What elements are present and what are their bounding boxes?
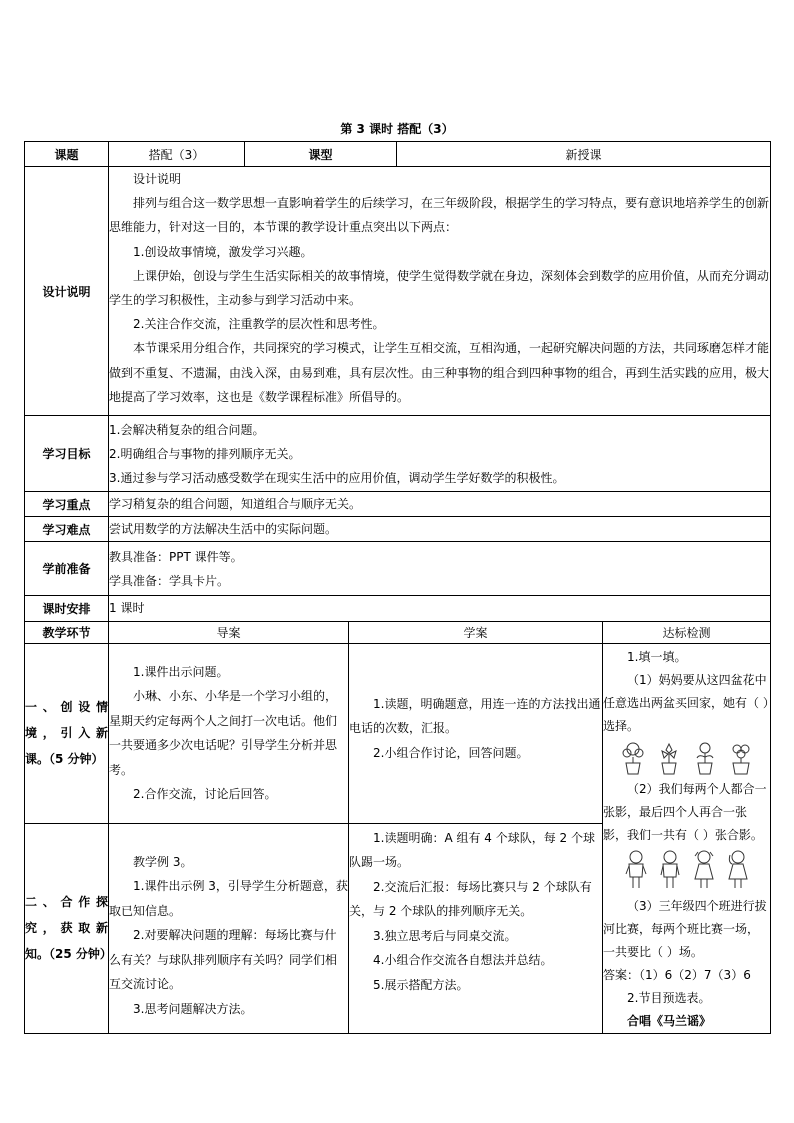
stage2-guide <box>109 823 349 1033</box>
design-row <box>25 167 771 416</box>
difficulty-row <box>25 517 771 542</box>
flower-pot-icon <box>620 741 646 775</box>
label-goals: 学习目标 <box>25 416 109 492</box>
children-illustration <box>603 847 770 895</box>
schedule-text: 1 课时 <box>109 596 771 621</box>
stage2-study-line: 1.读题明确：A 组有 4 个球队，每 2 个球队踢一场。 <box>349 830 596 870</box>
col-guide: 导案 <box>109 621 349 643</box>
test-answer: 答案：（1）6（2）7（3）6 <box>603 967 751 982</box>
col-test: 达标检测 <box>603 621 771 643</box>
label-design: 设计说明 <box>25 167 109 416</box>
stage2-guide-line: 1.课件出示例 3，引导学生分析题意，获取已知信息。 <box>109 879 348 918</box>
flower-pot-icon <box>656 741 682 775</box>
key-point-row <box>25 492 771 517</box>
stage2-guide-line: 3.思考问题解决方法。 <box>133 1001 253 1016</box>
child-icon <box>692 850 716 892</box>
label-topic: 课题 <box>25 142 109 167</box>
label-preparation: 学前准备 <box>25 542 109 596</box>
stage2-guide-line: 教学例 3。 <box>133 854 193 869</box>
stage2-study-line: 4.小组合作交流各自想法并总结。 <box>373 953 553 968</box>
goal-item: 3.通过参与学习活动感受数学在现实生活中的应用价值，调动学生学好数学的积极性。 <box>109 470 565 485</box>
goal-item: 2.明确组合与事物的排列顺序无关。 <box>109 446 301 461</box>
page-title: 第 3 课时 搭配（3） <box>340 122 454 136</box>
teacher-prep: 教具准备：PPT 课件等。 <box>109 549 243 564</box>
columns-row <box>25 621 771 643</box>
test-q3: （3）三年级四个班进行拔河比赛，每两个班比赛一场，一共要比（ ）场。 <box>603 898 767 959</box>
stage2-study <box>349 823 603 1033</box>
stage1-guide-line: 1.课件出示问题。 <box>133 664 229 679</box>
design-content <box>109 167 771 416</box>
design-point2-body: 本节课采用分组合作，共同探究的学习模式，让学生互相交流，互相沟通，一起研究解决问题的方法，共同琢磨怎样才能做到不重复、不遗漏，由浅入深，由易到难，具有层次性。由三种事物的组合到四种事物的组合，再到生活实践的应用，极大地提高了学习效率，这也是《数学课程标准》所倡导的。 <box>109 341 770 404</box>
goals-row <box>25 416 771 492</box>
type-value: 新授课 <box>397 142 771 167</box>
stage1-study-line: 2.小组合作讨论，回答问题。 <box>373 745 529 760</box>
goals-content <box>109 416 771 492</box>
stage2-guide-line: 2.对要解决问题的理解：每场比赛与什么有关？与球队排列顺序有关吗？同学们相互交流讨论。 <box>109 928 338 992</box>
test-heading: 1.填一填。 <box>627 649 687 664</box>
stage2-study-line: 5.展示搭配方法。 <box>373 977 469 992</box>
child-icon <box>658 850 682 892</box>
test-q1: （1）妈妈要从这四盆花中任意选出两盆买回家，她有（ ）选择。 <box>603 672 769 733</box>
design-heading: 设计说明 <box>133 172 182 186</box>
difficulty-text: 尝试用数学的方法解决生活中的实际问题。 <box>109 517 771 542</box>
label-type: 课型 <box>245 142 397 167</box>
stage1-guide-line: 小琳、小东、小华是一个学习小组的，星期天约定每两个人之间打一次电话。他们一共要通多少次电话呢？引导学生分析并思考。 <box>109 689 338 777</box>
test-item2: 2.节目预选表。 <box>627 990 711 1005</box>
topic-value: 搭配（3） <box>109 142 245 167</box>
design-point2-title: 2.关注合作交流，注重教学的层次性和思考性。 <box>133 317 385 332</box>
stage1-row <box>25 643 771 823</box>
stage1-guide <box>109 643 349 823</box>
flower-pot-icon <box>728 741 754 775</box>
test-cell <box>603 643 771 1033</box>
header-row <box>25 142 771 167</box>
col-study: 学案 <box>349 621 603 643</box>
stage1-study <box>349 643 603 823</box>
design-intro: 排列与组合这一数学思想一直影响着学生的后续学习，在三年级阶段，根据学生的学习特点，要有意识地培养学生的创新思维能力，针对这一目的，本节课的教学设计重点突出以下两点： <box>109 196 770 235</box>
schedule-row <box>25 596 771 621</box>
student-prep: 学具准备：学具卡片。 <box>109 573 230 588</box>
goal-item: 1.会解决稍复杂的组合问题。 <box>109 422 265 437</box>
label-key-point: 学习重点 <box>25 492 109 517</box>
label-schedule: 课时安排 <box>25 596 109 621</box>
key-point-text: 学习稍复杂的组合问题，知道组合与顺序无关。 <box>109 492 771 517</box>
label-difficulty: 学习难点 <box>25 517 109 542</box>
preparation-row <box>25 542 771 596</box>
design-point1-body: 上课伊始，创设与学生生活实际相关的故事情境，使学生觉得数学就在身边，深刻体会到数学的应用价值，从而充分调动学生的学习积极性，主动参与到学习活动中来。 <box>109 268 770 308</box>
preparation-content <box>109 542 771 596</box>
test-item3: 合唱《马兰谣》 <box>627 1013 712 1028</box>
design-point1-title: 1.创设故事情境，激发学习兴趣。 <box>133 244 313 259</box>
flower-pot-icon <box>692 741 718 775</box>
stage2-study-line: 3.独立思考后与同桌交流。 <box>373 928 517 943</box>
col-stage: 教学环节 <box>25 621 109 643</box>
child-icon <box>726 850 750 892</box>
stage1-study-line: 1.读题，明确题意，用连一连的方法找出通电话的次数，汇报。 <box>349 696 601 736</box>
test-q2: （2）我们每两个人都合一张影，最后四个人再合一张影，我们一共有（ ）张合影。 <box>603 781 767 842</box>
stage2-name: 二、合作探究，获取新知。（25 分钟） <box>25 823 109 1033</box>
child-icon <box>624 850 648 892</box>
flower-pots-illustration <box>603 738 770 778</box>
stage2-study-line: 2.交流后汇报：每场比赛只与 2 个球队有关，与 2 个球队的排列顺序无关。 <box>349 879 592 919</box>
stage1-guide-line: 2.合作交流，讨论后回答。 <box>133 787 277 802</box>
stage1-name: 一、创设情境，引入新课。（5 分钟） <box>25 643 109 823</box>
lesson-plan-table <box>24 141 771 1034</box>
